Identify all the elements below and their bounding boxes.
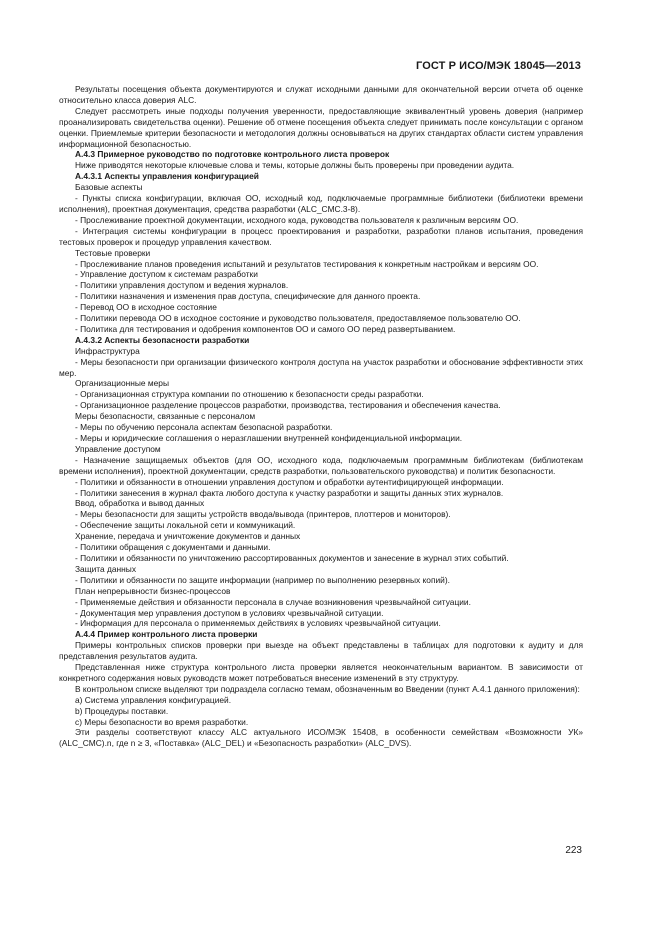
- list-item: - Пункты списка конфигурации, включая ОО, исходный код, подключаемые программные библиотеки (библиотеки времени исполнения), проектная документация, средства разработки (ALC_CMC.3-8).: [59, 193, 583, 214]
- list-item: - Назначение защищаемых объектов (для ОО, исходного кода, подключаемым программным библиотекам (библиотекам времени исполнения), проектной документации, средств разработки, пользовательского руководства) и политик безопасности.: [59, 454, 583, 476]
- list-item: - Политики и обязанности в отношении управления доступом и обработки аутентифицирующей информации.: [75, 476, 504, 487]
- subheading: Ввод, обработка и вывод данных: [75, 498, 205, 509]
- subheading: Меры безопасности, связанные с персоналом: [75, 411, 256, 422]
- subheading: Защита данных: [75, 563, 137, 574]
- paragraph: Результаты посещения объекта документируются и служат исходными данными для окончательной версии отчета об оценке относительно класса доверия ALC.: [59, 84, 583, 105]
- standard-header: ГОСТ Р ИСО/МЭК 18045—2013: [416, 60, 581, 72]
- list-item: - Перевод ОО в исходное состояние: [75, 302, 217, 313]
- subheading: Организационные меры: [75, 378, 169, 389]
- list-item: - Политики занесения в журнал факта любого доступа к участку разработки и защиты данных этих журналов.: [75, 487, 504, 498]
- paragraph: В контрольном списке выделяют три подраздела согласно темам, обозначенным во Введении (пункт А.4.1 данного приложения):: [75, 683, 580, 694]
- list-item: - Меры безопасности при организации физического контроля доступа на участок разработки и обоснование эффективности этих мер.: [59, 356, 583, 378]
- list-item: - Организационное разделение процессов разработки, производства, тестирования и обеспечения качества.: [75, 400, 501, 411]
- subheading: Управление доступом: [75, 443, 161, 454]
- list-item: - Меры по обучению персонала аспектам безопасной разработки.: [75, 422, 333, 433]
- list-item: - Документация мер управления доступом в условиях чрезвычайной ситуации.: [75, 607, 384, 618]
- list-item: - Меры безопасности для защиты устройств ввода/вывода (принтеров, плоттеров и мониторов).: [75, 509, 451, 520]
- list-item: - Политики и обязанности по защите информации (например по выполнению резервных копий).: [75, 574, 450, 585]
- list-item: - Прослеживание планов проведения испытаний и результатов тестирования к конкретным настройкам и версиям ОО.: [75, 258, 539, 269]
- list-item: - Меры и юридические соглашения о неразглашении внутренней конфиденциальной информации.: [75, 433, 463, 443]
- subheading: Базовые аспекты: [75, 182, 143, 193]
- subheading: План непрерывности бизнес-процессов: [75, 585, 231, 596]
- list-item: - Организационная структура компании по отношению к безопасности среды разработки.: [75, 389, 424, 400]
- list-item: - Политики перевода ОО в исходное состояние и руководство пользователя, предоставляемое пользователю ОО.: [75, 313, 521, 324]
- list-item: - Политика для тестирования и одобрения компонентов ОО и самого ОО перед развертыванием.: [75, 323, 456, 334]
- list-item: a) Система управления конфигурацией.: [75, 694, 232, 705]
- list-item: - Политики назначения и изменения прав доступа, специфические для данного проекта.: [75, 291, 421, 302]
- paragraph: Ниже приводятся некоторые ключевые слова и темы, которые должны быть проверены при проведении аудита.: [75, 160, 515, 171]
- list-item: - Информация для персонала о применяемых действиях в условиях чрезвычайной ситуации.: [75, 618, 441, 629]
- list-item: - Обеспечение защиты локальной сети и коммуникаций.: [75, 520, 296, 531]
- list-item: - Применяемые действия и обязанности персонала в случае возникновения чрезвычайной ситуации.: [75, 596, 471, 607]
- section-heading: A.4.3 Примерное руководство по подготовке контрольного листа проверок: [75, 149, 390, 160]
- list-item: - Политики управления доступом и ведения журналов.: [75, 280, 289, 291]
- subheading: Инфраструктура: [75, 345, 140, 356]
- paragraph: Представленная ниже структура контрольного листа проверки является неокончательным вариантом. В зависимости от конкретного содержания новых руководств может потребоваться внесение изменений в эту структуру.: [59, 662, 583, 683]
- list-item: - Политики обращения с документами и данными.: [75, 542, 271, 553]
- section-heading: A.4.3.1 Аспекты управления конфигурацией: [75, 171, 259, 182]
- page-number: 223: [565, 845, 582, 856]
- list-item: - Управление доступом к системам разработки: [75, 269, 258, 280]
- list-item: - Политики и обязанности по уничтожению рассортированных документов и занесение в журнал этих событий.: [75, 552, 509, 563]
- list-item: b) Процедуры поставки.: [75, 705, 169, 716]
- list-item: - Прослеживание проектной документации, исходного кода, руководства пользователя к различным версиям ОО.: [75, 214, 519, 225]
- document-body: [59, 84, 583, 749]
- subheading: Хранение, передача и уничтожение документов и данных: [75, 531, 301, 542]
- paragraph: Следует рассмотреть иные подходы получения уверенности, предоставляющие эквивалентный уровень доверия (например проанализировать свидетельства оценки). Решение об отмене посещения объекта следует принимать после консультации с органом оценки. Приемлемые критерии безопасности и методология должны основываться на других стандартах области систем управления информационной безопасностью.: [59, 105, 583, 149]
- section-heading: A.4.3.2 Аспекты безопасности разработки: [75, 334, 250, 345]
- paragraph: Примеры контрольных списков проверки при выезде на объект представлены в таблицах для подготовки к аудиту и для представления результатов аудита.: [59, 640, 583, 662]
- paragraph: Эти разделы соответствуют классу ALC актуального ИСО/МЭК 15408, в особенности семействам «Возможности УК» (ALC_CMC).n, где n ≥ 3, «Поставка» (ALC_DEL) и «Безопасность разработки» (ALC_DVS).: [59, 727, 583, 749]
- list-item: - Интеграция системы конфигурации в процесс проектирования и разработки, разработки планов испытания, проведения тестовых проверок и процедур управления качеством.: [59, 225, 583, 247]
- subheading: Тестовые проверки: [75, 247, 151, 258]
- list-item: c) Меры безопасности во время разработки.: [75, 716, 249, 727]
- section-heading: A.4.4 Пример контрольного листа проверки: [75, 629, 258, 640]
